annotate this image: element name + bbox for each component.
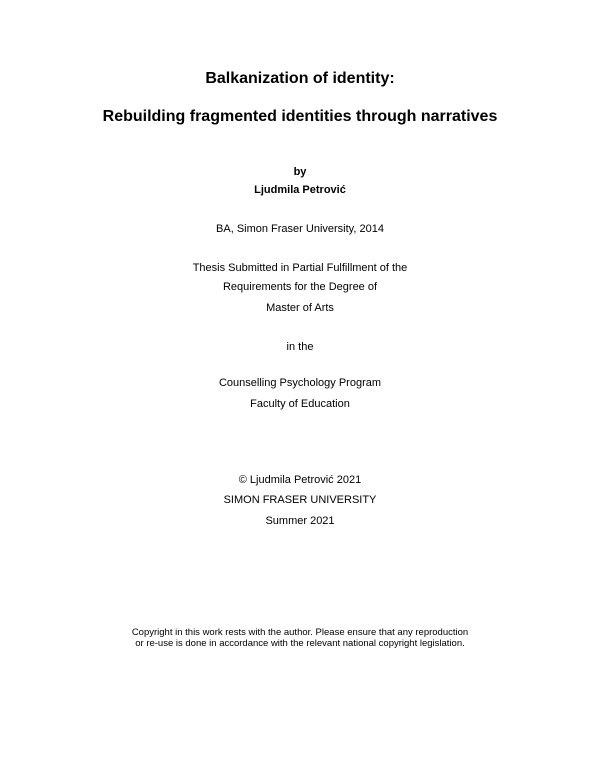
thesis-statement-line-2: Requirements for the Degree of — [222, 281, 378, 293]
prior-degree: BA, Simon Fraser University, 2014 — [216, 223, 384, 235]
program-line-2: Faculty of Education — [250, 398, 350, 410]
thesis-statement-line-1: Thesis Submitted in Partial Fulfillment of the — [192, 262, 408, 274]
university-name: SIMON FRASER UNIVERSITY — [223, 494, 377, 506]
copyright-notice-line-2: or re-use is done in accordance with the relevant national copyright legislation. — [135, 638, 465, 649]
copyright-holder: © Ljudmila Petrović 2021 — [238, 474, 362, 486]
title-line-1: Balkanization of identity: — [205, 70, 395, 87]
term-year: Summer 2021 — [265, 515, 335, 527]
title-line-2: Rebuilding fragmented identities through narratives — [102, 108, 498, 125]
copyright-notice-line-1: Copyright in this work rests with the author. Please ensure that any reproduction — [131, 627, 469, 638]
author-name: Ljudmila Petrović — [254, 184, 346, 196]
by-label: by — [293, 166, 307, 178]
in-the-label: in the — [286, 341, 314, 353]
program-line-1: Counselling Psychology Program — [218, 377, 382, 389]
thesis-statement-line-3: Master of Arts — [266, 302, 334, 314]
